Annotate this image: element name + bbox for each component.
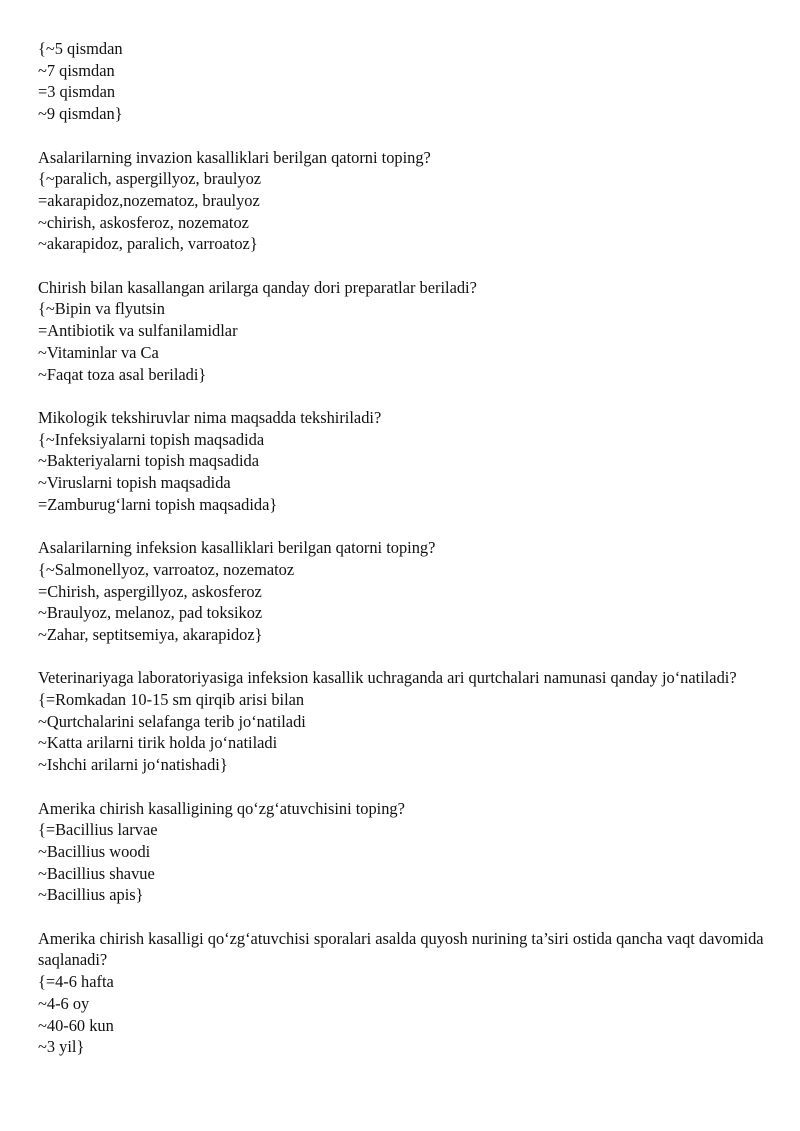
answer-option: ~Bakteriyalarni topish maqsadida bbox=[38, 451, 259, 471]
answer-option: ~Viruslarni topish maqsadida bbox=[38, 473, 231, 493]
answer-option: =Zamburug‘larni topish maqsadida} bbox=[38, 494, 278, 514]
answer-option: ~Ishchi arilarni jo‘natishadi} bbox=[38, 755, 228, 775]
answer-option: ~akarapidoz, paralich, varroatoz} bbox=[38, 234, 258, 254]
question-text: Amerika chirish kasalligining qo‘zg‘atuvchisini toping? bbox=[38, 798, 405, 818]
answer-option: ~Bacillius apis} bbox=[38, 885, 144, 905]
question-block-3 bbox=[38, 277, 768, 386]
answer-option: ~7 qismdan bbox=[38, 60, 115, 80]
answer-option: =Chirish, aspergillyoz, askosferoz bbox=[38, 581, 262, 601]
answer-option: {=4-6 hafta bbox=[38, 972, 114, 992]
answer-option: =3 qismdan bbox=[38, 82, 116, 102]
question-text: Chirish bilan kasallangan arilarga qanday dori preparatlar beriladi? bbox=[38, 277, 477, 297]
answer-option: ~40-60 kun bbox=[38, 1015, 114, 1035]
answer-option: =akarapidoz,nozematoz, braulyoz bbox=[38, 190, 260, 210]
answer-option: ~chirish, askosferoz, nozematoz bbox=[38, 212, 249, 232]
question-block-4 bbox=[38, 407, 768, 516]
document-page bbox=[38, 38, 768, 1080]
question-block-6 bbox=[38, 667, 768, 776]
question-text: Asalarilarning infeksion kasalliklari berilgan qatorni toping? bbox=[38, 538, 436, 558]
answer-option: ~3 yil} bbox=[38, 1037, 85, 1057]
answer-option: ~Braulyoz, melanoz, pad toksikoz bbox=[38, 603, 263, 623]
answer-option: ~Bacillius woodi bbox=[38, 841, 151, 861]
question-block-8 bbox=[38, 928, 768, 1058]
question-block-5 bbox=[38, 537, 768, 646]
question-block-1 bbox=[38, 38, 768, 125]
question-text: Amerika chirish kasalligi qo‘zg‘atuvchisi sporalari asalda quyosh nurining ta’siri ostida qancha vaqt davomida saqlanadi? bbox=[38, 928, 768, 970]
answer-option: {~paralich, aspergillyoz, braulyoz bbox=[38, 169, 262, 189]
question-block-2 bbox=[38, 147, 768, 256]
question-text: Veterinariyaga laboratoriyasiga infeksion kasallik uchraganda ari qurtchalari namunasi qanday jo‘natiladi? bbox=[38, 668, 737, 688]
answer-option: {~Infeksiyalarni topish maqsadida bbox=[38, 429, 265, 449]
answer-option: ~4-6 oy bbox=[38, 993, 90, 1013]
answer-option: =Antibiotik va sulfanilamidlar bbox=[38, 321, 238, 341]
answer-option: {~5 qismdan bbox=[38, 39, 123, 58]
answer-option: ~Zahar, septitsemiya, akarapidoz} bbox=[38, 624, 263, 644]
answer-option: ~Faqat toza asal beriladi} bbox=[38, 364, 207, 384]
answer-option: ~Vitaminlar va Ca bbox=[38, 342, 159, 362]
question-block-7 bbox=[38, 798, 768, 907]
answer-option: {~Bipin va flyutsin bbox=[38, 299, 165, 319]
answer-option: ~9 qismdan} bbox=[38, 104, 123, 124]
question-text: Asalarilarning invazion kasalliklari berilgan qatorni toping? bbox=[38, 147, 431, 167]
question-text: Mikologik tekshiruvlar nima maqsadda tekshiriladi? bbox=[38, 407, 382, 427]
answer-option: ~Bacillius shavue bbox=[38, 863, 155, 883]
answer-option: ~Qurtchalarini selafanga terib jo‘natiladi bbox=[38, 711, 306, 731]
answer-option: {~Salmonellyoz, varroatoz, nozematoz bbox=[38, 559, 295, 579]
answer-option: ~Katta arilarni tirik holda jo‘natiladi bbox=[38, 733, 278, 753]
answer-option: {=Romkadan 10-15 sm qirqib arisi bilan bbox=[38, 690, 305, 710]
answer-option: {=Bacillius larvae bbox=[38, 820, 158, 840]
